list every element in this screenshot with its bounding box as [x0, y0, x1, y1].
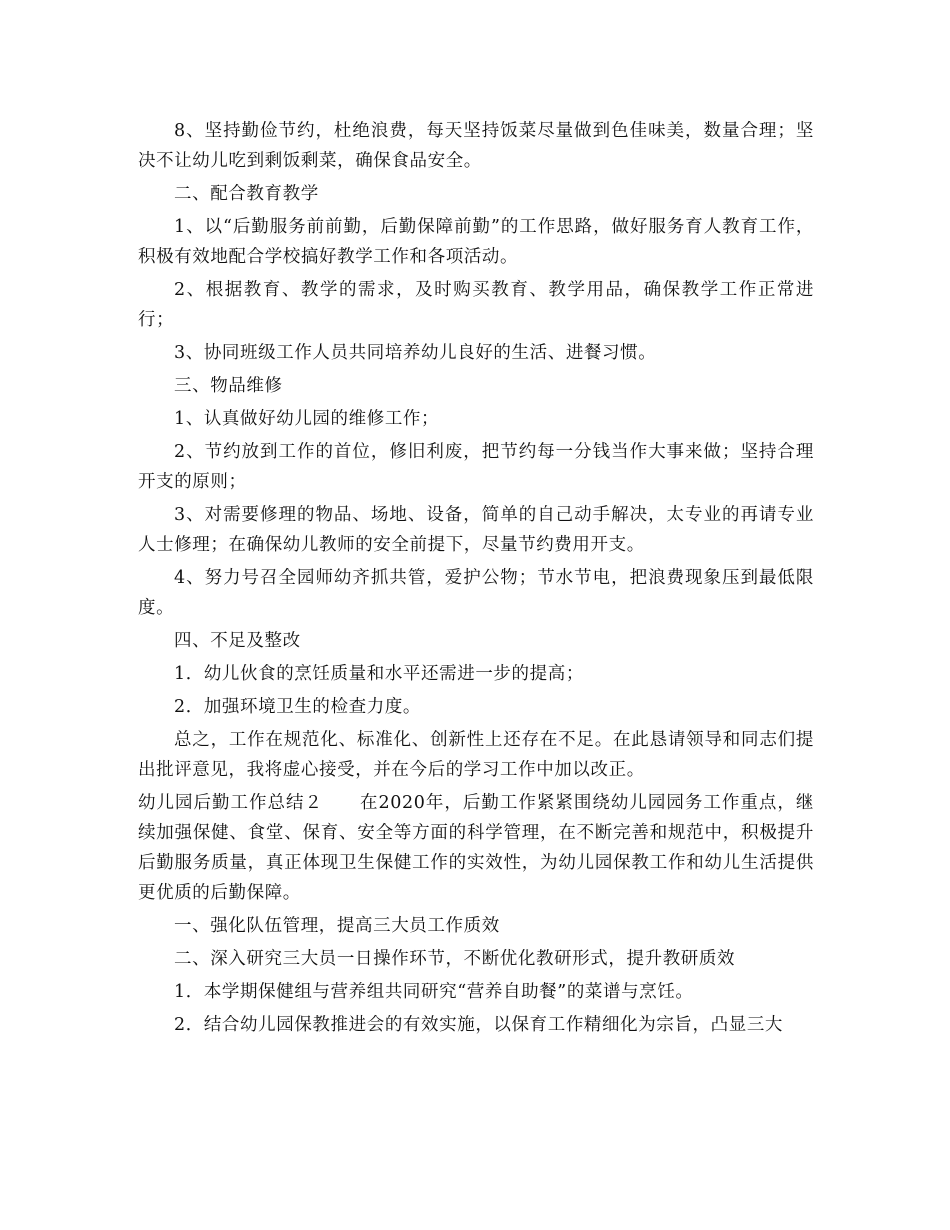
paragraph-9: 3、对需要修理的物品、场地、设备，简单的自己动手解决，太专业的再请专业人士修理；在确保幼儿教师的安全前提下，尽量节约费用开支。 — [138, 505, 814, 555]
section-heading-4: 四、不足及整改 — [174, 631, 301, 651]
paragraph-3: 1、以“后勤服务前前勤，后勤保障前勤”的工作思路，做好服务育人教育工作，积极有效地配合学校搞好教学工作和各项活动。 — [138, 217, 814, 267]
paragraph-18: 1．本学期保健组与营养组共同研究“营养自助餐”的菜谱与烹饪。 — [174, 982, 694, 1002]
paragraph-5: 3、协同班级工作人员共同培养幼儿良好的生活、进餐习惯。 — [174, 343, 657, 363]
paragraph-8: 2、节约放到工作的首位，修旧利废，把节约每一分钱当作大事来做；坚持合理开支的原则； — [138, 442, 814, 492]
section-heading-research: 二、深入研究三大员一日操作环节，不断优化教研形式，提升教研质效 — [174, 949, 736, 969]
paragraph-19: 2．结合幼儿园保教推进会的有效实施，以保育工作精细化为宗旨，凸显三大 — [174, 1015, 784, 1035]
summary-2-intro: 幼儿园后勤工作总结２ 在2020年，后勤工作紧紧围绕幼儿园园务工作重点，继续加强保健、食堂、保育、安全等方面的科学管理，在不断完善和规范中，积极提升后勤服务质量，真正体现卫生保健工作的实效性，为幼儿园保教工作和幼儿生活提供更优质的后勤保障。 — [138, 793, 814, 903]
paragraph-13: 2．加强环境卫生的检查力度。 — [174, 697, 422, 717]
paragraph-1: 8、坚持勤俭节约，杜绝浪费，每天坚持饭菜尽量做到色佳味美，数量合理；坚决不让幼儿吃到剩饭剩菜，确保食品安全。 — [138, 121, 814, 171]
section-heading-2: 二、配合教育教学 — [174, 184, 319, 204]
document-body — [138, 116, 814, 1043]
paragraph-10: 4、努力号召全园师幼齐抓共管，爱护公物；节水节电，把浪费现象压到最低限度。 — [138, 568, 814, 618]
paragraph-4: 2、根据教育、教学的需求，及时购买教育、教学用品，确保教学工作正常进行； — [138, 280, 814, 330]
section-heading-3: 三、物品维修 — [174, 376, 283, 396]
section-heading-team: 一、强化队伍管理，提高三大员工作质效 — [174, 916, 500, 936]
paragraph-7: 1、认真做好幼儿园的维修工作； — [174, 409, 440, 429]
summary-paragraph: 总之，工作在规范化、标准化、创新性上还存在不足。在此恳请领导和同志们提出批评意见，我将虚心接受，并在今后的学习工作中加以改正。 — [138, 730, 814, 780]
paragraph-12: 1．幼儿伙食的烹饪质量和水平还需进一步的提高； — [174, 664, 584, 684]
